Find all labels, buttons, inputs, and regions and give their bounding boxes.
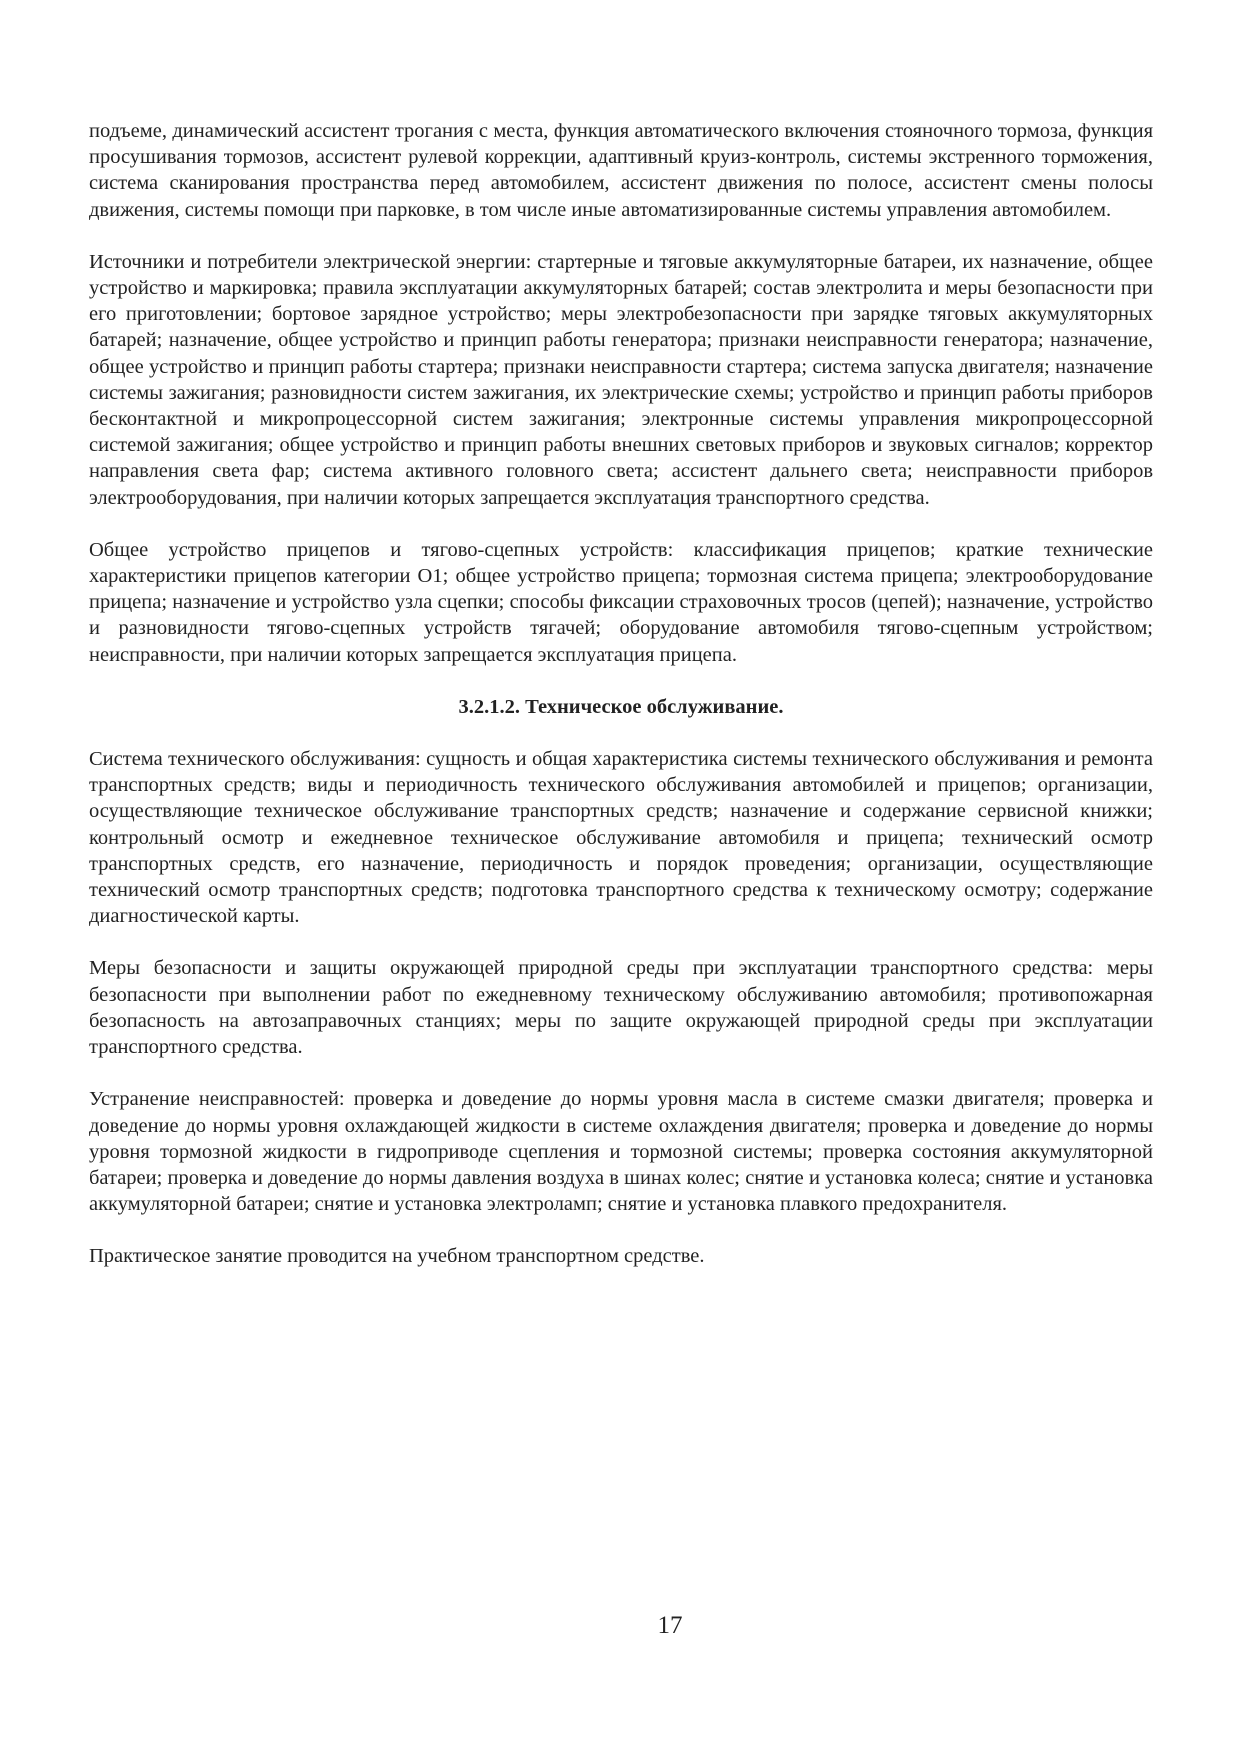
paragraph-practical-lesson: Практическое занятие проводится на учебном транспортном средстве. — [89, 1245, 705, 1268]
paragraph-trailers: Общее устройство прицепов и тягово-сцепных устройств: классификация прицепов; краткие технические характеристики прицепов категории О1; общее устройство прицепа; тормозная система прицепа; электрооборудование прицепа; назначение и устройство узла сцепки; способы фиксации страховочных тросов (цепей); назначение, устройство и разновидности тягово-сцепных устройств тягачей; оборудование автомобиля тягово-сцепным устройством; неисправности, при наличии которых запрещается эксплуатация прицепа. — [89, 538, 1153, 666]
paragraph-maintenance-system: Система технического обслуживания: сущность и общая характеристика системы технического обслуживания и ремонта транспортных средств; виды и периодичность технического обслуживания автомобилей и прицепов; организации, осуществляющие техническое обслуживание транспортных средств; назначение и содержание сервисной книжки; контрольный осмотр и ежедневное техническое обслуживание автомобиля и прицепа; технический осмотр транспортных средств, его назначение, периодичность и порядок проведения; организации, осуществляющие технический осмотр транспортных средств; подготовка транспортного средства к техническому осмотру; содержание диагностической карты. — [89, 748, 1153, 928]
document-page — [89, 118, 1153, 1296]
paragraph-troubleshooting: Устранение неисправностей: проверка и доведение до нормы уровня масла в системе смазки двигателя; проверка и доведение до нормы уровня охлаждающей жидкости в системе охлаждения двигателя; проверка и доведение до нормы уровня тормозной жидкости в гидроприводе сцепления и тормозной системы; проверка состояния аккумуляторной батареи; проверка и доведение до нормы давления воздуха в шинах колес; снятие и установка колеса; снятие и установка аккумуляторной батареи; снятие и установка электроламп; снятие и установка плавкого предохранителя. — [89, 1088, 1153, 1216]
page-number: 17 — [657, 1612, 683, 1639]
paragraph-safety-measures: Меры безопасности и защиты окружающей природной среды при эксплуатации транспортного средства: меры безопасности при выполнении работ по ежедневному техническому обслуживанию автомобиля; противопожарная безопасность на автозаправочных станциях; меры по защите окружающей природной среды при эксплуатации транспортного средства. — [89, 957, 1153, 1059]
paragraph-electrical-energy-sources: Источники и потребители электрической энергии: стартерные и тяговые аккумуляторные батареи, их назначение, общее устройство и маркировка; правила эксплуатации аккумуляторных батарей; состав электролита и меры безопасности при его приготовлении; бортовое зарядное устройство; меры электробезопасности при зарядке тяговых аккумуляторных батарей; назначение, общее устройство и принцип работы генератора; признаки неисправности генератора; назначение, общее устройство и принцип работы стартера; признаки неисправности стартера; система запуска двигателя; назначение системы зажигания; разновидности систем зажигания, их электрические схемы; устройство и принцип работы приборов бесконтактной и микропроцессорной систем зажигания; электронные системы управления микропроцессорной системой зажигания; общее устройство и принцип работы внешних световых приборов и звуковых сигналов; корректор направления света фар; система активного головного света; ассистент дальнего света; неисправности приборов электрооборудования, при наличии которых запрещается эксплуатация транспортного средства. — [89, 250, 1153, 509]
paragraph-driver-assistance-systems: подъеме, динамический ассистент трогания с места, функция автоматического включения стояночного тормоза, функция просушивания тормозов, ассистент рулевой коррекции, адаптивный круиз-контроль, системы экстренного торможения, система сканирования пространства перед автомобилем, ассистент движения по полосе, ассистент смены полосы движения, системы помощи при парковке, в том числе иные автоматизированные системы управления автомобилем. — [89, 120, 1153, 221]
section-heading: 3.2.1.2. Техническое обслуживание. — [458, 695, 784, 718]
